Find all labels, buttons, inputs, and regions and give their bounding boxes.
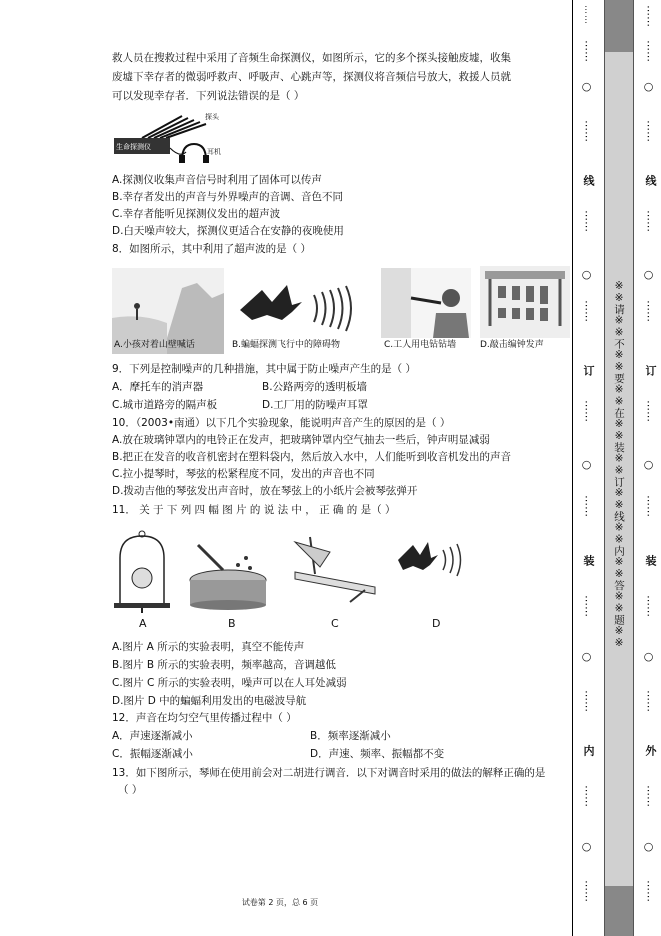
inner-dots-5: ⋯⋯	[580, 300, 593, 322]
q13-stem: 13．如下图所示，琴师在使用前会对二胡进行调音．以下对调音时采用的做法的解释正确的是	[112, 767, 546, 779]
earphone-label: 耳机	[207, 148, 221, 156]
q11-option-d: D.图片 D 中的蝙蝠利用发出的电磁波导航	[112, 695, 307, 707]
outer-circle-2: ○	[642, 268, 655, 281]
outer-dots-11: ⋯⋯	[642, 880, 655, 902]
inner-dots-10: ⋯⋯	[580, 785, 593, 807]
inner-circle-5: ○	[580, 840, 593, 853]
intro-line-3: 可以发现幸存者．下列说法错误的是（ ）	[112, 90, 305, 102]
q10-option-c: C.拉小提琴时，琴弦的松紧程度不同，发出的声音也不同	[112, 468, 375, 480]
outer-dots-1: ⋯⋯	[642, 5, 655, 27]
q7-option-d: D.白天噪声较大，探测仪更适合在安静的夜晚使用	[112, 225, 344, 237]
q9-option-b: B.公路两旁的透明板墙	[262, 381, 368, 393]
q10-option-a: A.放在玻璃钟罩内的电铃正在发声，把玻璃钟罩内空气抽去一些后，钟声明显减弱	[112, 434, 490, 446]
outer-circle-1: ○	[642, 80, 655, 93]
outer-circle-4: ○	[642, 650, 655, 663]
inner-circle-4: ○	[580, 650, 593, 663]
band-bottom-block	[605, 886, 633, 936]
outer-char-2: 订	[644, 365, 657, 376]
binding-outer-border	[572, 0, 573, 936]
q11-option-b: B.图片 B 所示的实验表明，频率越高，音调越低	[112, 659, 336, 671]
intro-line-1: 救人员在搜救过程中采用了音频生命探测仪，如图所示，它的多个探头接触废墟，收集	[112, 52, 511, 64]
inner-dots-3: ⋯⋯	[580, 120, 593, 142]
inner-dots-9: ⋯⋯	[580, 690, 593, 712]
q12-stem: 12．声音在均匀空气里传播过程中（ ）	[112, 712, 297, 724]
inner-char-2: 订	[582, 365, 595, 376]
intro-line-2: 废墟下幸存者的微弱呼救声、呼吸声、心跳声等，探测仪将音频信号放大，救援人员就	[112, 71, 511, 83]
binding-inner-column	[578, 0, 594, 936]
outer-dots-7: ⋯⋯	[642, 495, 655, 517]
outer-circle-3: ○	[642, 458, 655, 471]
inner-char-3: 装	[582, 555, 595, 566]
q11-option-a: A.图片 A 所示的实验表明，真空不能传声	[112, 641, 305, 653]
device-label: 生命探测仪	[116, 143, 151, 151]
q9-option-a: A．摩托车的消声器	[112, 381, 204, 393]
q8-caption-a: A.小孩对着山壁喊话	[114, 340, 195, 350]
outer-dots-3: ⋯⋯	[642, 120, 655, 142]
outer-dots-5: ⋯⋯	[642, 300, 655, 322]
inner-circle-2: ○	[580, 268, 593, 281]
q8-figure-c	[381, 268, 471, 338]
inner-dots-7: ⋯⋯	[580, 495, 593, 517]
q11-figure-d-bat	[398, 540, 468, 590]
q11-figure-a-bell-jar	[112, 528, 172, 613]
outer-dots-4: ⋯⋯	[642, 210, 655, 232]
outer-dots-2: ⋯⋯	[642, 40, 655, 62]
inner-dots-11: ⋯⋯	[580, 880, 593, 902]
outer-dots-9: ⋯⋯	[642, 690, 655, 712]
q12-option-a: A．声速逐渐减小	[112, 730, 193, 742]
q11-option-c: C.图片 C 所示的实验表明，噪声可以在人耳处减弱	[112, 677, 347, 689]
do-not-answer-notice: ※※请※※不※※要※※在※※装※※订※※线※※内※※答※※题※※	[613, 280, 625, 649]
q10-option-b: B.把正在发音的收音机密封在塑料袋内，然后放入水中，人们能听到收音机发出的声音	[112, 451, 512, 463]
probe-label: 探头	[205, 113, 219, 121]
binding-middle-band	[604, 0, 634, 936]
q9-stem: 9．下列是控制噪声的几种措施，其中属于防止噪声产生的是（ ）	[112, 363, 417, 375]
q9-option-d: D.工厂用的防噪声耳罩	[262, 399, 368, 411]
q11-stem: 11． 关 于 下 列 四 幅 图 片 的 说 法 中 ， 正 确 的 是（ ）	[112, 504, 396, 516]
q8-caption-c: C.工人用电钻钻墙	[384, 340, 457, 350]
q12-option-c: C．振幅逐渐减小	[112, 748, 193, 760]
outer-circle-5: ○	[642, 840, 655, 853]
q7-option-a: A.探测仪收集声音信号时利用了固体可以传声	[112, 174, 322, 186]
q9-option-c: C.城市道路旁的隔声板	[112, 399, 218, 411]
q11-letter-c: C	[331, 617, 339, 630]
outer-char-1: 线	[644, 175, 657, 186]
outer-dots-8: ⋯⋯	[642, 595, 655, 617]
band-top-block	[605, 0, 633, 52]
inner-dots-4: ⋯⋯	[580, 210, 593, 232]
inner-circle-3: ○	[580, 458, 593, 471]
q10-option-d: D.拨动吉他的琴弦发出声音时，放在琴弦上的小纸片会被琴弦弹开	[112, 485, 418, 497]
inner-dots-1: ⋯⋯	[580, 5, 590, 25]
q7-option-b: B.幸存者发出的声音与外界噪声的音调、音色不同	[112, 191, 344, 203]
q7-option-c: C.幸存者能听见探测仪发出的超声波	[112, 208, 281, 220]
q8-caption-b: B.蝙蝠探测飞行中的障碍物	[232, 340, 341, 350]
inner-char-4: 内	[582, 745, 595, 756]
q8-stem: 8．如图所示，其中利用了超声波的是（ ）	[112, 243, 312, 255]
q11-figure-b-drum	[188, 540, 268, 610]
page-footer: 试卷第 2 页，总 6 页	[241, 898, 319, 907]
inner-char-1: 线	[582, 175, 595, 186]
inner-dots-2: ⋯⋯	[580, 40, 593, 62]
q12-option-b: B．频率逐渐减小	[310, 730, 391, 742]
q11-letter-a: A	[139, 617, 147, 630]
q8-figure-d	[480, 266, 570, 338]
q13-stem-bracket: （ ）	[118, 784, 143, 796]
q8-caption-d: D.敲击编钟发声	[480, 340, 544, 350]
outer-dots-6: ⋯⋯	[642, 400, 655, 422]
outer-dots-10: ⋯⋯	[642, 785, 655, 807]
q10-stem: 10．（2003•南通）以下几个实验现象，能说明声音产生的原因的是（ ）	[112, 417, 451, 429]
inner-dots-6: ⋯⋯	[580, 400, 593, 422]
q11-letter-b: B	[228, 617, 236, 630]
q12-option-d: D．声速、频率、振幅都不变	[310, 748, 445, 760]
q11-figure-c-ruler	[290, 532, 382, 612]
outer-char-4: 外	[644, 745, 657, 756]
binding-outer-column	[640, 0, 656, 936]
inner-circle-1: ○	[580, 80, 593, 93]
inner-dots-8: ⋯⋯	[580, 595, 593, 617]
q11-letter-d: D	[432, 617, 441, 630]
outer-char-3: 装	[644, 555, 657, 566]
